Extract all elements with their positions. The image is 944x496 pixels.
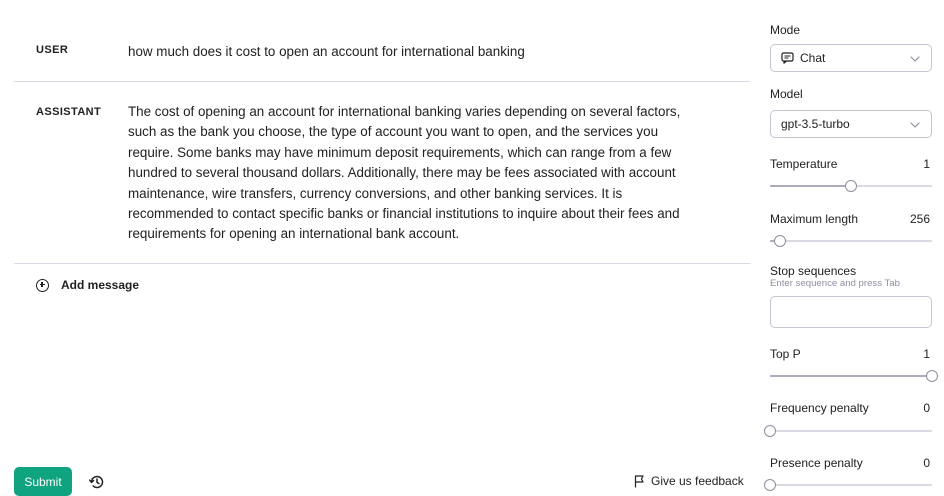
model-value: gpt-3.5-turbo [781,117,850,131]
model-label: Model [770,87,803,101]
message-content-assistant[interactable]: The cost of opening an account for international banking varies depending on several factors, such as the bank you choose, the type of account you want to open, and the services you require. Some banks may have minimum deposit requirements, which can range from a few hundred to several thousand dollars. Additionally, there may be fees associated with account maintenance, wire transfers, currency conversions, and other banking services. It is recommended to contact specific banks or financial institutions to inquire about their fees and requirements for opening an international bank account. [128,104,681,242]
feedback-label: Give us feedback [651,474,744,488]
history-icon[interactable] [88,473,106,491]
slider-thumb[interactable] [764,425,776,437]
temperature-value[interactable]: 1 [923,157,930,171]
chevron-down-icon [909,53,921,65]
top-p-value[interactable]: 1 [923,347,930,361]
frequency-penalty-value[interactable]: 0 [923,401,930,415]
slider-thumb[interactable] [926,370,938,382]
plus-circle-icon [36,279,49,292]
slider-thumb[interactable] [845,180,857,192]
frequency-penalty-slider[interactable] [770,424,932,438]
mode-label: Mode [770,23,801,37]
message-role-user[interactable]: USER [36,44,69,56]
stop-sequences-label: Stop sequences [770,264,857,278]
feedback-link[interactable] [634,474,744,488]
chat-bubble-icon [781,52,794,64]
temperature-label: Temperature [770,157,838,171]
max-length-label: Maximum length [770,212,859,226]
stop-sequences-input[interactable] [770,296,932,328]
message-role-assistant[interactable]: ASSISTANT [36,106,102,118]
message-assistant[interactable] [14,82,750,264]
add-message-label: Add message [61,278,140,292]
max-length-value[interactable]: 256 [909,212,930,226]
presence-penalty-slider[interactable] [770,478,932,492]
settings-panel [770,0,944,496]
slider-thumb[interactable] [774,235,786,247]
temperature-slider[interactable] [770,179,932,193]
top-p-label: Top P [770,347,801,361]
presence-penalty-label: Presence penalty [770,456,863,470]
message-content-user[interactable]: how much does it cost to open an account for international banking [128,44,525,59]
stop-sequences-hint: Enter sequence and press Tab [770,278,900,289]
flag-icon [634,475,645,488]
mode-value: Chat [800,51,826,65]
mode-select[interactable] [770,44,932,72]
frequency-penalty-label: Frequency penalty [770,401,869,415]
slider-thumb[interactable] [764,479,776,491]
chevron-down-icon [909,119,921,131]
add-message-button[interactable] [36,278,139,292]
message-user[interactable] [14,26,750,82]
top-p-slider[interactable] [770,369,932,383]
max-length-slider[interactable] [770,234,932,248]
presence-penalty-value[interactable]: 0 [923,456,930,470]
model-select[interactable] [770,110,932,138]
submit-button[interactable]: Submit [14,467,72,496]
